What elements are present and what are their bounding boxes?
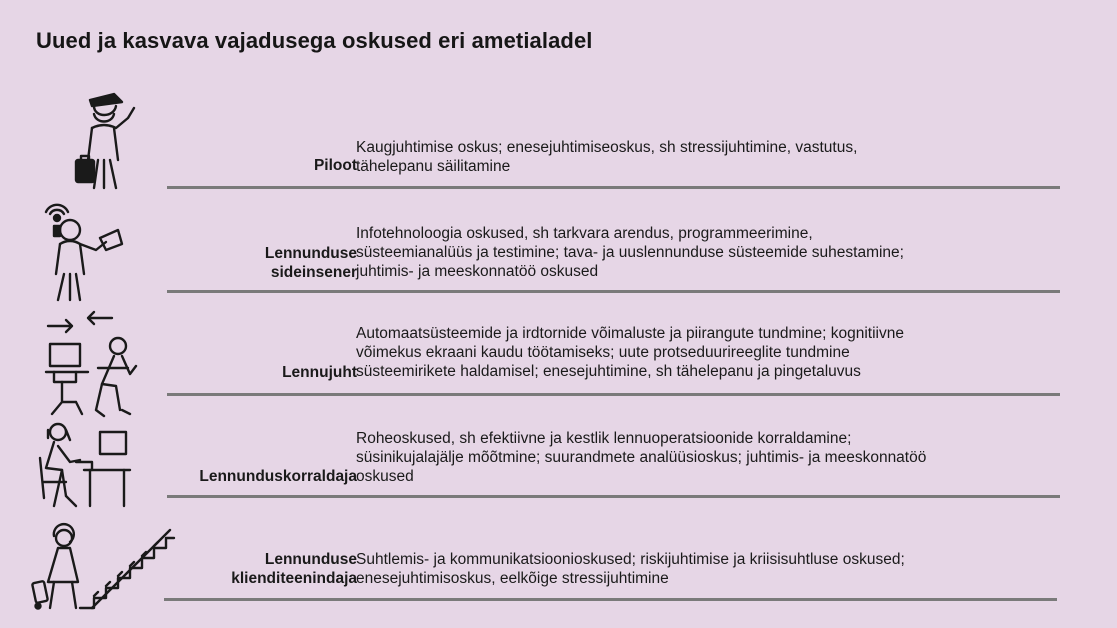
- desc-line: juhtimis- ja meeskonnatöö oskused: [356, 263, 599, 280]
- role-label-piloot: [314, 156, 357, 175]
- role-label-lennujuht: [282, 363, 357, 382]
- desc-line: süsinikujalajälje mõõtmine; suurandmete analüüsioskus; juhtimis- ja meeskonnatöö: [356, 449, 927, 466]
- role-label-lennunduskorraldaja: [199, 467, 357, 486]
- role-label-sideinsener: [265, 244, 357, 282]
- row-divider: [164, 598, 1057, 601]
- desc-line: Suhtlemis- ja kommunikatsioonioskused; riskijuhtimise ja kriisisuhtluse oskused;: [356, 551, 905, 568]
- row-divider: [167, 290, 1060, 293]
- desc-line: tähelepanu säilitamine: [356, 158, 511, 175]
- role-line: Piloot: [313, 157, 357, 174]
- air-traffic-controller-icon: [42, 310, 142, 418]
- row-divider: [167, 393, 1060, 396]
- skills-description-sideinsener: [356, 224, 1096, 281]
- skills-description-klienditeenindaja: [356, 550, 1096, 588]
- row-divider: [167, 186, 1060, 189]
- communications-engineer-icon: [40, 198, 130, 302]
- role-label-klienditeenindaja: [231, 550, 357, 588]
- desc-line: võimekus ekraani kaudu töötamiseks; uute protseduurireeglite tundmine: [356, 344, 850, 361]
- desc-line: Roheoskused, sh efektiivne ja kestlik lennuoperatsioonide korraldamine;: [356, 430, 852, 447]
- flight-dispatcher-icon: [36, 418, 136, 510]
- desc-line: Kaugjuhtimise oskus; enesejuhtimiseoskus, sh stressijuhtimine, vastutus,: [356, 139, 858, 156]
- skills-description-piloot: [356, 138, 1096, 176]
- customer-service-agent-icon: [28, 516, 176, 612]
- desc-line: oskused: [356, 468, 414, 485]
- role-line: klienditeenindaja: [231, 570, 357, 587]
- desc-line: süsteemianalüüs ja testimine; tava- ja uuslennunduse süsteemide suhestamine;: [356, 244, 904, 261]
- skills-description-lennunduskorraldaja: [356, 429, 1096, 486]
- role-line: Lennunduse: [264, 245, 357, 262]
- page-title: Uued ja kasvava vajadusega oskused eri ametialadel: [36, 28, 593, 53]
- desc-line: enesejuhtimisoskus, eelkõige stressijuhtimine: [356, 570, 669, 587]
- role-line: Lennunduse: [264, 551, 357, 568]
- desc-line: Automaatsüsteemide ja irdtornide võimaluste ja piirangute tundmine; kognitiivne: [356, 325, 904, 342]
- skills-description-lennujuht: [356, 324, 1096, 381]
- pilot-icon: [70, 88, 150, 192]
- role-line: sideinsener: [270, 264, 357, 281]
- role-line: Lennujuht: [282, 364, 357, 381]
- role-line: Lennunduskorraldaja: [199, 468, 357, 485]
- desc-line: Infotehnoloogia oskused, sh tarkvara arendus, programmeerimine,: [356, 225, 813, 242]
- desc-line: süsteemirikete haldamisel; enesejuhtimine, sh tähelepanu ja pingetaluvus: [356, 363, 861, 380]
- row-divider: [167, 495, 1060, 498]
